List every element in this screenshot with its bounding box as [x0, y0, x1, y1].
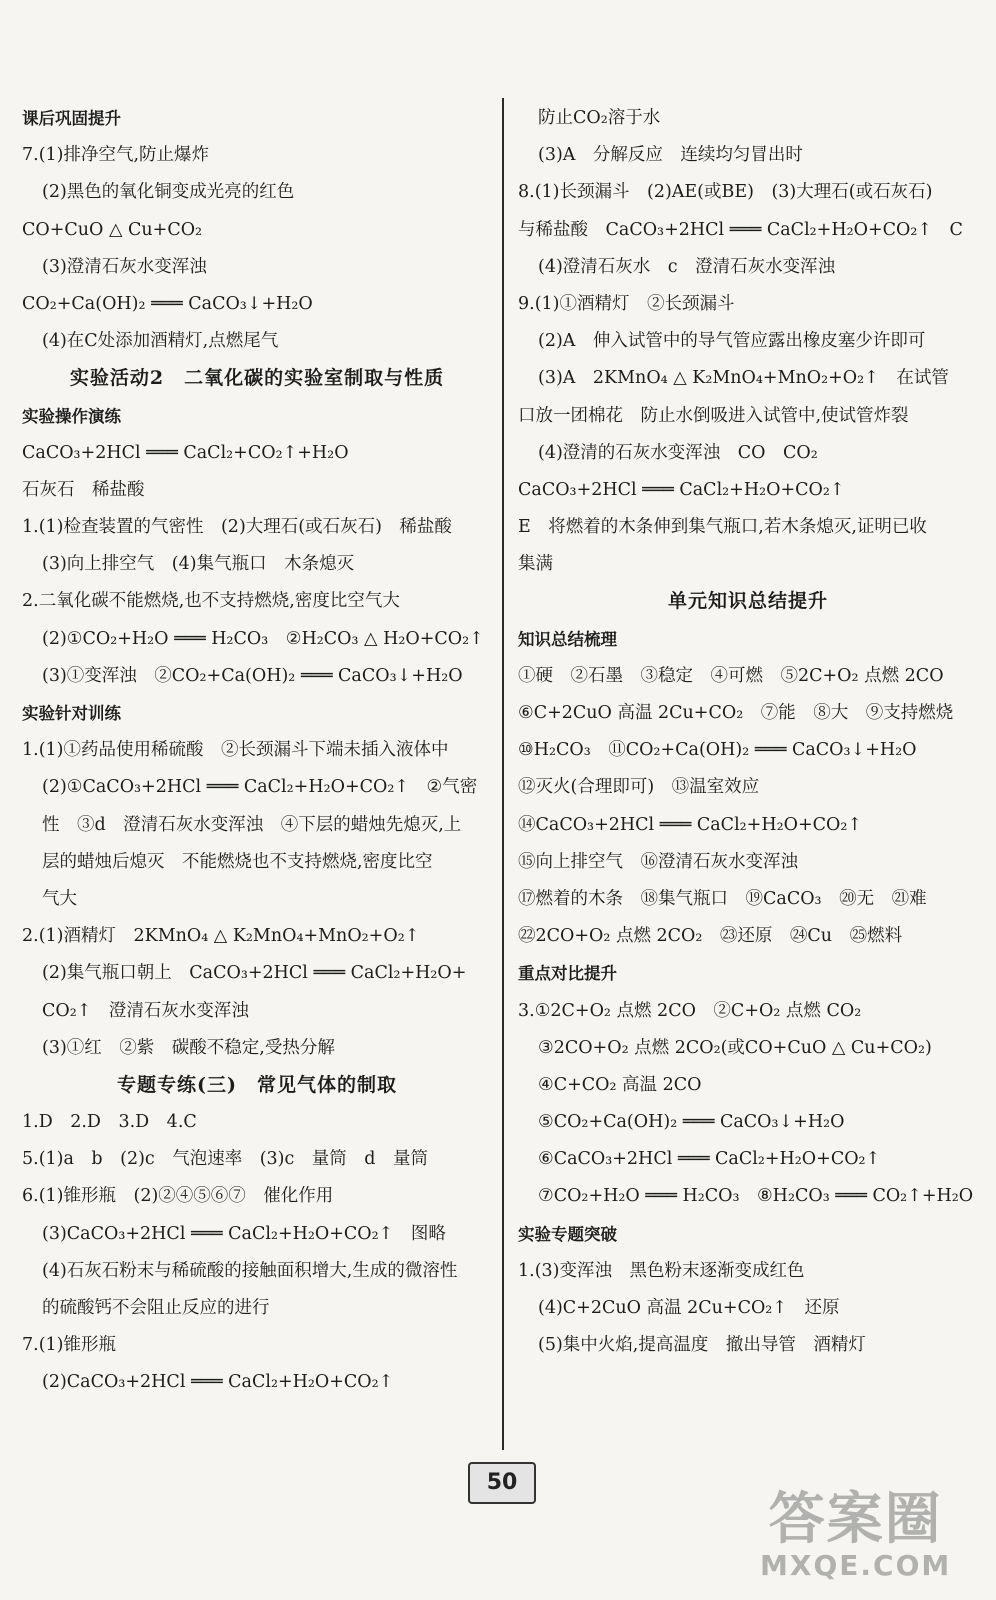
answer-line: 1.(3)变浑浊 黑色粉末逐渐变成红色: [518, 1260, 805, 1281]
answer-line: (4)澄清石灰水 c 澄清石灰水变浑浊: [538, 256, 836, 277]
section-heading: 课后巩固提升: [22, 109, 121, 128]
answer-line: ⑤CO₂+Ca(OH)₂ ═══ CaCO₃↓+H₂O: [538, 1112, 845, 1133]
answer-line: 2.二氧化碳不能燃烧,也不支持燃烧,密度比空气大: [22, 591, 400, 612]
answer-line: (2)①CaCO₃+2HCl ═══ CaCl₂+H₂O+CO₂↑ ②气密: [42, 777, 478, 798]
answer-line: ⑭CaCO₃+2HCl ═══ CaCl₂+H₂O+CO₂↑: [518, 814, 863, 835]
answer-line: ⑮向上排空气 ⑯澄清石灰水变浑浊: [518, 851, 798, 872]
chapter-title: 专题专练(三) 常见气体的制取: [117, 1073, 397, 1096]
answer-line: 口放一团棉花 防止水倒吸进入试管中,使试管炸裂: [518, 405, 909, 426]
equation-line: CO₂+Ca(OH)₂ ═══ CaCO₃↓+H₂O: [22, 293, 313, 314]
answer-line: 层的蜡烛后熄灭 不能燃烧也不支持燃烧,密度比空: [42, 851, 433, 872]
answer-line: (5)集中火焰,提高温度 撤出导管 酒精灯: [538, 1335, 866, 1356]
section-heading: 实验针对训练: [22, 704, 121, 723]
section-heading: 重点对比提升: [518, 964, 617, 984]
answer-line: 3.①2C+O₂ 点燃 2CO ②C+O₂ 点燃 CO₂: [518, 1000, 862, 1021]
answer-line: 1.(1)①药品使用稀硫酸 ②长颈漏斗下端未插入液体中: [22, 740, 449, 761]
answer-line: (2)黑色的氧化铜变成光亮的红色: [42, 182, 295, 203]
answer-line: 性 ③d 澄清石灰水变浑浊 ④下层的蜡烛先熄灭,上: [42, 814, 462, 835]
answer-line: (3)①红 ②紫 碳酸不稳定,受热分解: [42, 1037, 335, 1058]
answer-line: (3)澄清石灰水变浑浊: [42, 256, 207, 277]
answer-line: (3)CaCO₃+2HCl ═══ CaCl₂+H₂O+CO₂↑ 图略: [42, 1223, 446, 1244]
watermark-logo: [760, 1487, 952, 1582]
answer-line: 7.(1)排净空气,防止爆炸: [22, 145, 210, 166]
answer-line: (4)石灰石粉末与稀硫酸的接触面积增大,生成的微溶性: [42, 1260, 458, 1281]
answer-line: ③2CO+O₂ 点燃 2CO₂(或CO+CuO △ Cu+CO₂): [538, 1037, 932, 1058]
answer-line: 气大: [42, 888, 77, 909]
answer-line: (3)A 2KMnO₄ △ K₂MnO₄+MnO₂+O₂↑ 在试管: [538, 368, 949, 389]
answer-line: 2.(1)酒精灯 2KMnO₄ △ K₂MnO₄+MnO₂+O₂↑: [22, 926, 420, 947]
equation-line: CO+CuO △ Cu+CO₂: [22, 219, 203, 240]
answer-line: (4)C+2CuO 高温 2Cu+CO₂↑ 还原: [538, 1298, 840, 1318]
equation-line: CaCO₃+2HCl ═══ CaCl₂+H₂O+CO₂↑: [518, 479, 845, 500]
answer-line: E 将燃着的木条伸到集气瓶口,若木条熄灭,证明已收: [518, 517, 927, 538]
section-heading: 知识总结梳理: [518, 629, 617, 649]
right-column: [518, 100, 978, 1364]
answer-line: ①硬 ②石墨 ③稳定 ④可燃 ⑤2C+O₂ 点燃 2CO: [518, 665, 944, 686]
watermark-text: 答案圈: [768, 1487, 943, 1552]
left-column: [22, 100, 492, 1402]
answer-line: 1.(1)检查装置的气密性 (2)大理石(或石灰石) 稀盐酸: [22, 517, 452, 538]
page-number: 50: [468, 1462, 536, 1504]
answer-line: ④C+CO₂ 高温 2CO: [538, 1074, 702, 1095]
answer-line: (4)澄清的石灰水变浑浊 CO CO₂: [538, 442, 818, 463]
column-divider: [502, 98, 504, 1450]
answer-line: ⑥CaCO₃+2HCl ═══ CaCl₂+H₂O+CO₂↑: [538, 1149, 881, 1170]
answer-line: 1.D 2.D 3.D 4.C: [22, 1112, 197, 1133]
watermark-url: MXQE.COM: [760, 1549, 952, 1582]
answer-line: (3)①变浑浊 ②CO₂+Ca(OH)₂ ═══ CaCO₃↓+H₂O: [42, 665, 463, 686]
answer-line: ⑩H₂CO₃ ⑪CO₂+Ca(OH)₂ ═══ CaCO₃↓+H₂O: [518, 740, 917, 761]
answer-line: 与稀盐酸 CaCO₃+2HCl ═══ CaCl₂+H₂O+CO₂↑ C: [518, 219, 963, 240]
answer-line: ⑥C+2CuO 高温 2Cu+CO₂ ⑦能 ⑧大 ⑨支持燃烧: [518, 703, 954, 723]
answer-line: 5.(1)a b (2)c 气泡速率 (3)c 量筒 d 量筒: [22, 1149, 429, 1170]
answer-line: 7.(1)锥形瓶: [22, 1335, 116, 1356]
answer-line: ⑰燃着的木条 ⑱集气瓶口 ⑲CaCO₃ ⑳无 ㉑难: [518, 888, 927, 909]
answer-line: 6.(1)锥形瓶 (2)②④⑤⑥⑦ 催化作用: [22, 1186, 334, 1207]
answer-line: (2)A 伸入试管中的导气管应露出橡皮塞少许即可: [538, 331, 926, 352]
answer-line: 石灰石 稀盐酸: [22, 479, 145, 500]
answer-line: 8.(1)长颈漏斗 (2)AE(或BE) (3)大理石(或石灰石): [518, 182, 933, 203]
answer-line: 防止CO₂溶于水: [538, 108, 661, 128]
equation-line: CaCO₃+2HCl ═══ CaCl₂+CO₂↑+H₂O: [22, 442, 349, 463]
answer-line: CO₂↑ 澄清石灰水变浑浊: [42, 1000, 249, 1021]
answer-line: (2)集气瓶口朝上 CaCO₃+2HCl ═══ CaCl₂+H₂O+: [42, 963, 467, 984]
section-heading: 实验专题突破: [518, 1224, 617, 1244]
answer-line: 集满: [518, 554, 553, 575]
answer-line: ㉒2CO+O₂ 点燃 2CO₂ ㉓还原 ㉔Cu ㉕燃料: [518, 926, 903, 947]
chapter-title: 单元知识总结提升: [667, 590, 828, 613]
answer-line: 9.(1)①酒精灯 ②长颈漏斗: [518, 293, 735, 314]
answer-line: ⑫灭火(合理即可) ⑬温室效应: [518, 777, 760, 798]
chapter-title: 实验活动2 二氧化碳的实验室制取与性质: [69, 367, 445, 390]
answer-line: (3)向上排空气 (4)集气瓶口 木条熄灭: [42, 554, 355, 575]
answer-line: (2)①CO₂+H₂O ═══ H₂CO₃ ②H₂CO₃ △ H₂O+CO₂↑: [42, 628, 484, 649]
answer-line: (2)CaCO₃+2HCl ═══ CaCl₂+H₂O+CO₂↑: [42, 1372, 394, 1393]
answer-line: 的硫酸钙不会阻止反应的进行: [42, 1298, 270, 1318]
answer-line: (3)A 分解反应 连续均匀冒出时: [538, 145, 803, 166]
answer-line: ⑦CO₂+H₂O ═══ H₂CO₃ ⑧H₂CO₃ ═══ CO₂↑+H₂O: [538, 1186, 974, 1207]
section-heading: 实验操作演练: [22, 406, 121, 426]
answer-line: (4)在C处添加酒精灯,点燃尾气: [42, 331, 279, 352]
